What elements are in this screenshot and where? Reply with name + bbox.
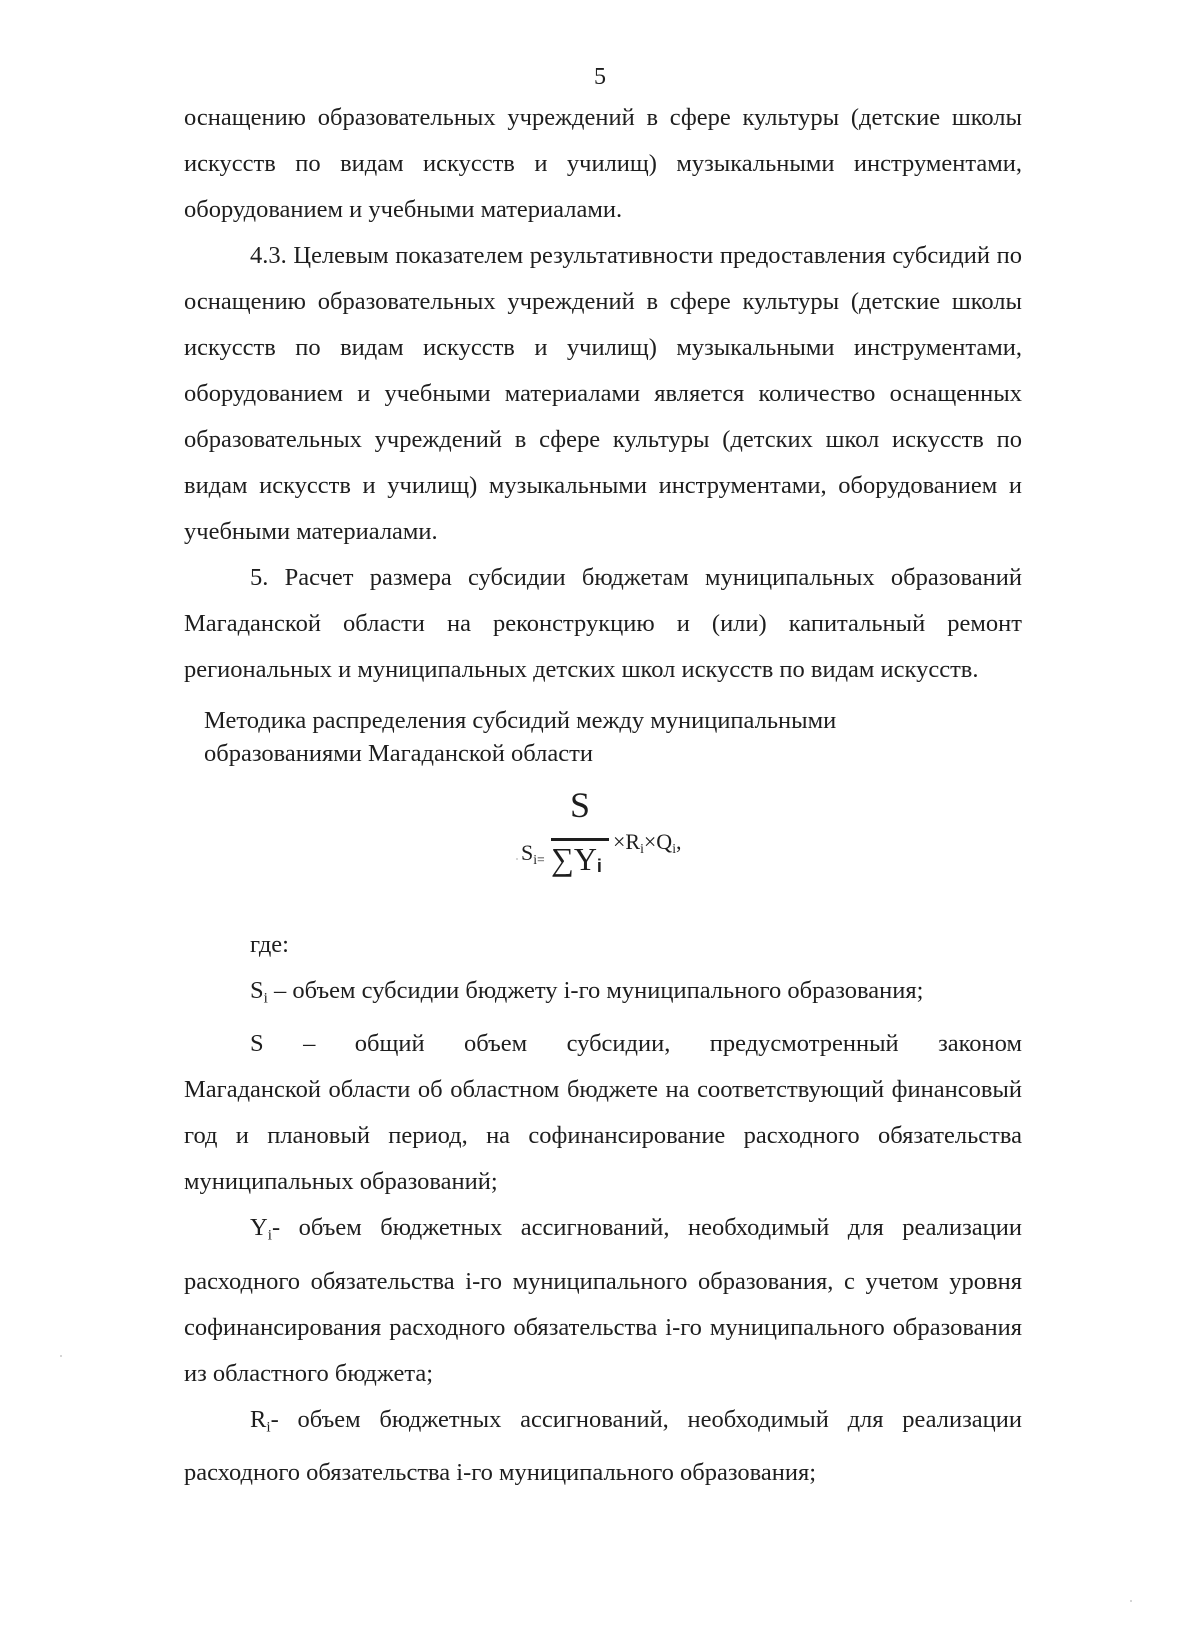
section-heading-line-1: Методика распределения субсидий между муниципальными: [204, 707, 837, 734]
scan-speck: [1130, 1600, 1132, 1602]
paragraph-continuation: оснащению образовательных учреждений в сфере культуры (детские школы искусств по видам искусств и училищ) музыкальными инструментами, оборудованием и учебными материалами.: [184, 104, 1022, 223]
distribution-formula: [521, 785, 781, 905]
scan-speck: [516, 858, 518, 860]
document-body: [184, 95, 1022, 1496]
definition-s-word: общий: [354, 1030, 425, 1058]
definition-s-word: предусмотренный: [709, 1030, 899, 1058]
formula-numerator: S: [569, 785, 591, 825]
formula-r-subscript: i: [640, 840, 644, 856]
definition-s-word: субсидии,: [566, 1030, 671, 1058]
paragraph-4-3: 4.3. Целевым показателем результативности предоставления субсидий по оснащению образовательных учреждений в сфере культуры (детские школы искусств по видам искусств и училищ) музыкальными инструментами, оборудованием и учебными материалами является количество оснащенных образовательных учреждений в сфере культуры (детских школ искусств по видам искусств и училищ) музыкальными инструментами, оборудованием и учебными материалами.: [184, 242, 1022, 545]
definition-s-word: –: [303, 1030, 316, 1058]
definition-s-word: S: [250, 1030, 264, 1058]
formula-lhs-symbol: S: [521, 840, 534, 865]
formula-denominator-subscript: i: [596, 856, 602, 876]
definition-si-symbol: S: [250, 977, 264, 1004]
formula-q-subscript: i: [672, 840, 676, 856]
definition-yi-text: - объем бюджетных ассигнований, необходимый для реализации расходного обязательства i-го муниципального образования, с учетом уровня софинансирования расходного обязательства i-го муниципального образования из областного бюджета;: [184, 1214, 1022, 1387]
definition-ri: [184, 1397, 1022, 1496]
definition-ri-subscript: i: [266, 1417, 271, 1435]
definition-si-subscript: i: [263, 989, 268, 1007]
definition-yi: [184, 1205, 1022, 1396]
definition-s-word: объем: [464, 1030, 528, 1058]
section-heading-line-2: образованиями Магаданской области: [204, 740, 593, 767]
formula-fraction: [551, 785, 609, 905]
formula-block: [184, 770, 1022, 922]
definition-s-first-line: [184, 1021, 1022, 1067]
definition-s: [184, 1021, 1022, 1205]
formula-times-r: ×R: [613, 829, 641, 854]
formula-denominator-symbol: ∑Y: [551, 841, 597, 877]
formula-times-q: ×Q: [643, 829, 673, 854]
section-heading: [184, 704, 1022, 770]
paragraph-5: 5. Расчет размера субсидии бюджетам муниципальных образований Магаданской области на реконструкцию и (или) капитальный ремонт региональных и муниципальных детских школ искусств по видам искусств.: [184, 564, 1022, 683]
where-label: где:: [250, 931, 289, 958]
definition-si: [184, 968, 1022, 1021]
formula-lhs: [521, 842, 545, 866]
definition-s-word: законом: [938, 1030, 1022, 1058]
formula-lhs-subscript: i=: [533, 851, 545, 867]
formula-tail: [613, 831, 681, 855]
definition-ri-symbol: R: [250, 1405, 267, 1433]
formula-comma: ,: [675, 829, 682, 854]
definition-s-text: Магаданской области об областном бюджете на соответствующий финансовый год и плановый период, на софинансирование расходного обязательства муниципальных образований;: [184, 1076, 1022, 1196]
definition-yi-subscript: i: [267, 1226, 272, 1244]
definition-yi-symbol: Y: [250, 1214, 268, 1242]
scan-speck: [60, 1355, 62, 1357]
definition-ri-text: - объем бюджетных ассигнований, необходимый для реализации расходного обязательства i-го муниципального образования;: [184, 1405, 1022, 1486]
definition-si-text: – объем субсидии бюджету i-го муниципального образования;: [267, 977, 924, 1004]
formula-denominator: [551, 843, 615, 875]
page-number: 5: [594, 64, 606, 90]
